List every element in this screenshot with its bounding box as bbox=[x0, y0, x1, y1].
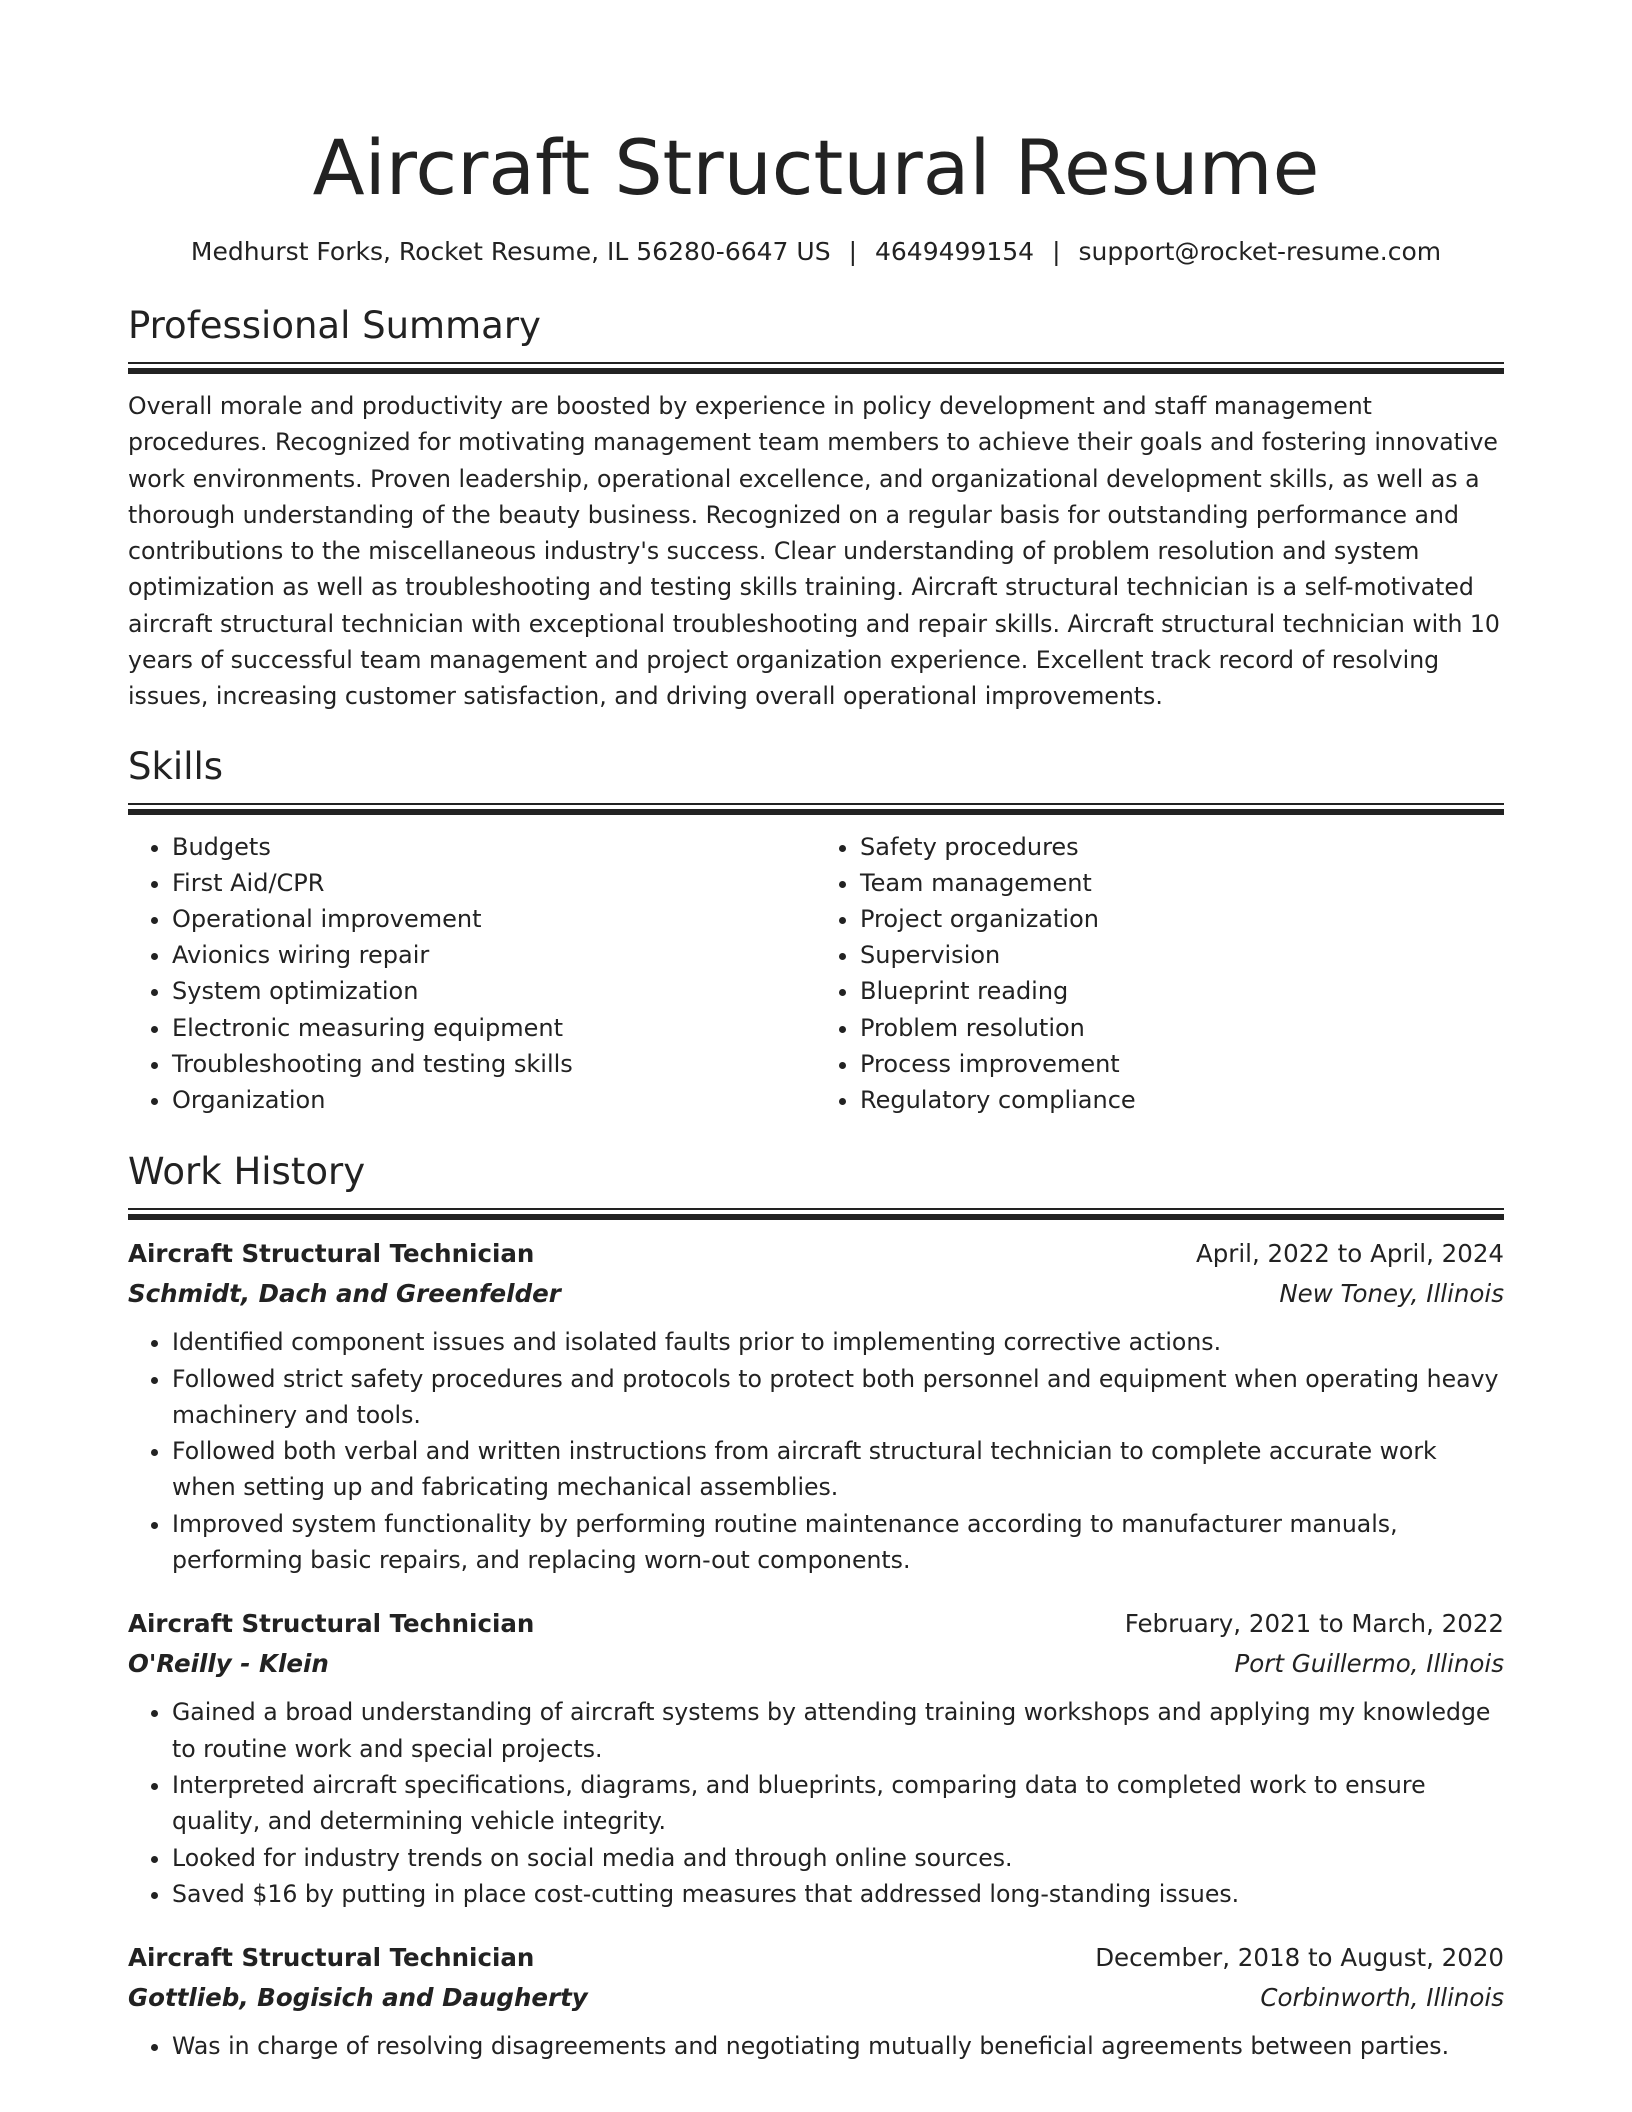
job-bullet: • Followed strict safety procedures and protocols to protect both personnel and equipment when operating heavy machinery and tools. bbox=[172, 1361, 1504, 1434]
job-entry bbox=[128, 1604, 1504, 1912]
job-bullet: • Saved $16 by putting in place cost-cutting measures that addressed long-standing issues. bbox=[172, 1876, 1504, 1912]
job-bullet: • Looked for industry trends on social media and through online sources. bbox=[172, 1840, 1504, 1876]
job-subheader bbox=[128, 1274, 1504, 1314]
work-section bbox=[128, 1148, 1504, 2064]
job-subheader bbox=[128, 1978, 1504, 2018]
job-entry bbox=[128, 1234, 1504, 1578]
job-bullets bbox=[128, 2028, 1504, 2064]
skill-item: • Budgets bbox=[172, 829, 816, 865]
skill-item: • Safety procedures bbox=[860, 829, 1504, 865]
summary-heading: Professional Summary bbox=[128, 304, 541, 347]
job-title: Aircraft Structural Technician bbox=[128, 1943, 535, 1973]
section-divider bbox=[128, 1208, 1504, 1220]
job-location: Port Guillermo, Illinois bbox=[1234, 1649, 1504, 1679]
job-company: Schmidt, Dach and Greenfelder bbox=[128, 1279, 561, 1309]
contact-email[interactable]: support@rocket-resume.com bbox=[1078, 237, 1442, 266]
contact-phone: 4649499154 bbox=[875, 237, 1035, 266]
section-divider bbox=[128, 803, 1504, 815]
skill-item: • Blueprint reading bbox=[860, 973, 1504, 1009]
job-dates: April, 2022 to April, 2024 bbox=[1195, 1239, 1504, 1269]
job-bullet: • Improved system functionality by performing routine maintenance according to manufacturer manuals, performing basic repairs, and replacing worn-out components. bbox=[172, 1506, 1504, 1579]
contact-address: Medhurst Forks, Rocket Resume, IL 56280-6647 US bbox=[190, 237, 831, 266]
summary-text: Overall morale and productivity are boosted by experience in policy development and staff management procedures. Recognized for motivating management team members to achieve their goals and fostering innovative work environments. Proven leadership, operational excellence, and organizational development skills, as well as a thorough understanding of the beauty business. Recognized on a regular basis for outstanding performance and contributions to the miscellaneous industry's success. Clear understanding of problem resolution and system optimization as well as troubleshooting and testing skills training. Aircraft structural technician is a self-motivated aircraft structural technician with exceptional troubleshooting and repair skills. Aircraft structural technician with 10 years of successful team management and project organization experience. Excellent track record of resolving issues, increasing customer satisfaction, and driving overall operational improvements. bbox=[128, 392, 1500, 711]
skill-item: • Regulatory compliance bbox=[860, 1082, 1504, 1118]
skill-item: • Avionics wiring repair bbox=[172, 937, 816, 973]
skill-item: • Problem resolution bbox=[860, 1010, 1504, 1046]
skill-item: • Organization bbox=[172, 1082, 816, 1118]
job-title: Aircraft Structural Technician bbox=[128, 1609, 535, 1639]
skill-item: • Process improvement bbox=[860, 1046, 1504, 1082]
summary-section bbox=[128, 302, 1504, 715]
contact-separator: | bbox=[848, 237, 857, 266]
job-company: Gottlieb, Bogisich and Daugherty bbox=[128, 1983, 588, 2013]
job-bullet: • Was in charge of resolving disagreements and negotiating mutually beneficial agreements between parties. bbox=[172, 2028, 1504, 2064]
job-entry bbox=[128, 1938, 1504, 2064]
job-header bbox=[128, 1604, 1504, 1644]
job-dates: February, 2021 to March, 2022 bbox=[1124, 1609, 1504, 1639]
skill-item: • System optimization bbox=[172, 973, 816, 1009]
job-bullet: • Gained a broad understanding of aircraft systems by attending training workshops and applying my knowledge to routine work and special projects. bbox=[172, 1694, 1504, 1767]
skill-item: • Team management bbox=[860, 865, 1504, 901]
job-subheader bbox=[128, 1644, 1504, 1684]
skill-item: • Project organization bbox=[860, 901, 1504, 937]
skills-section bbox=[128, 743, 1504, 1119]
work-heading: Work History bbox=[128, 1150, 366, 1194]
job-location: New Toney, Illinois bbox=[1279, 1279, 1504, 1309]
job-header bbox=[128, 1234, 1504, 1274]
skill-item: • First Aid/CPR bbox=[172, 865, 816, 901]
contact-separator: | bbox=[1052, 237, 1061, 266]
resume-title: Aircraft Structural Resume bbox=[312, 123, 1320, 212]
job-location: Corbinworth, Illinois bbox=[1260, 1983, 1504, 2013]
skills-heading: Skills bbox=[128, 744, 224, 788]
job-bullet: • Identified component issues and isolated faults prior to implementing corrective actions. bbox=[172, 1324, 1504, 1360]
skill-item: • Supervision bbox=[860, 937, 1504, 973]
skills-list-right bbox=[816, 829, 1504, 1119]
skill-item: • Electronic measuring equipment bbox=[172, 1010, 816, 1046]
job-dates: December, 2018 to August, 2020 bbox=[1095, 1943, 1504, 1973]
job-company: O'Reilly - Klein bbox=[128, 1649, 329, 1679]
job-bullet: • Followed both verbal and written instructions from aircraft structural technician to complete accurate work when setting up and fabricating mechanical assemblies. bbox=[172, 1433, 1504, 1506]
skill-item: • Troubleshooting and testing skills bbox=[172, 1046, 816, 1082]
skills-list-left bbox=[128, 829, 816, 1119]
jobs-list bbox=[128, 1234, 1504, 2064]
section-divider bbox=[128, 362, 1504, 374]
job-bullets bbox=[128, 1324, 1504, 1578]
job-title: Aircraft Structural Technician bbox=[128, 1239, 535, 1269]
skill-item: • Operational improvement bbox=[172, 901, 816, 937]
job-bullets bbox=[128, 1694, 1504, 1912]
skills-columns bbox=[128, 829, 1504, 1119]
job-bullet: • Interpreted aircraft specifications, diagrams, and blueprints, comparing data to completed work to ensure quality, and determining vehicle integrity. bbox=[172, 1767, 1504, 1840]
contact-line bbox=[128, 234, 1504, 270]
job-header bbox=[128, 1938, 1504, 1978]
